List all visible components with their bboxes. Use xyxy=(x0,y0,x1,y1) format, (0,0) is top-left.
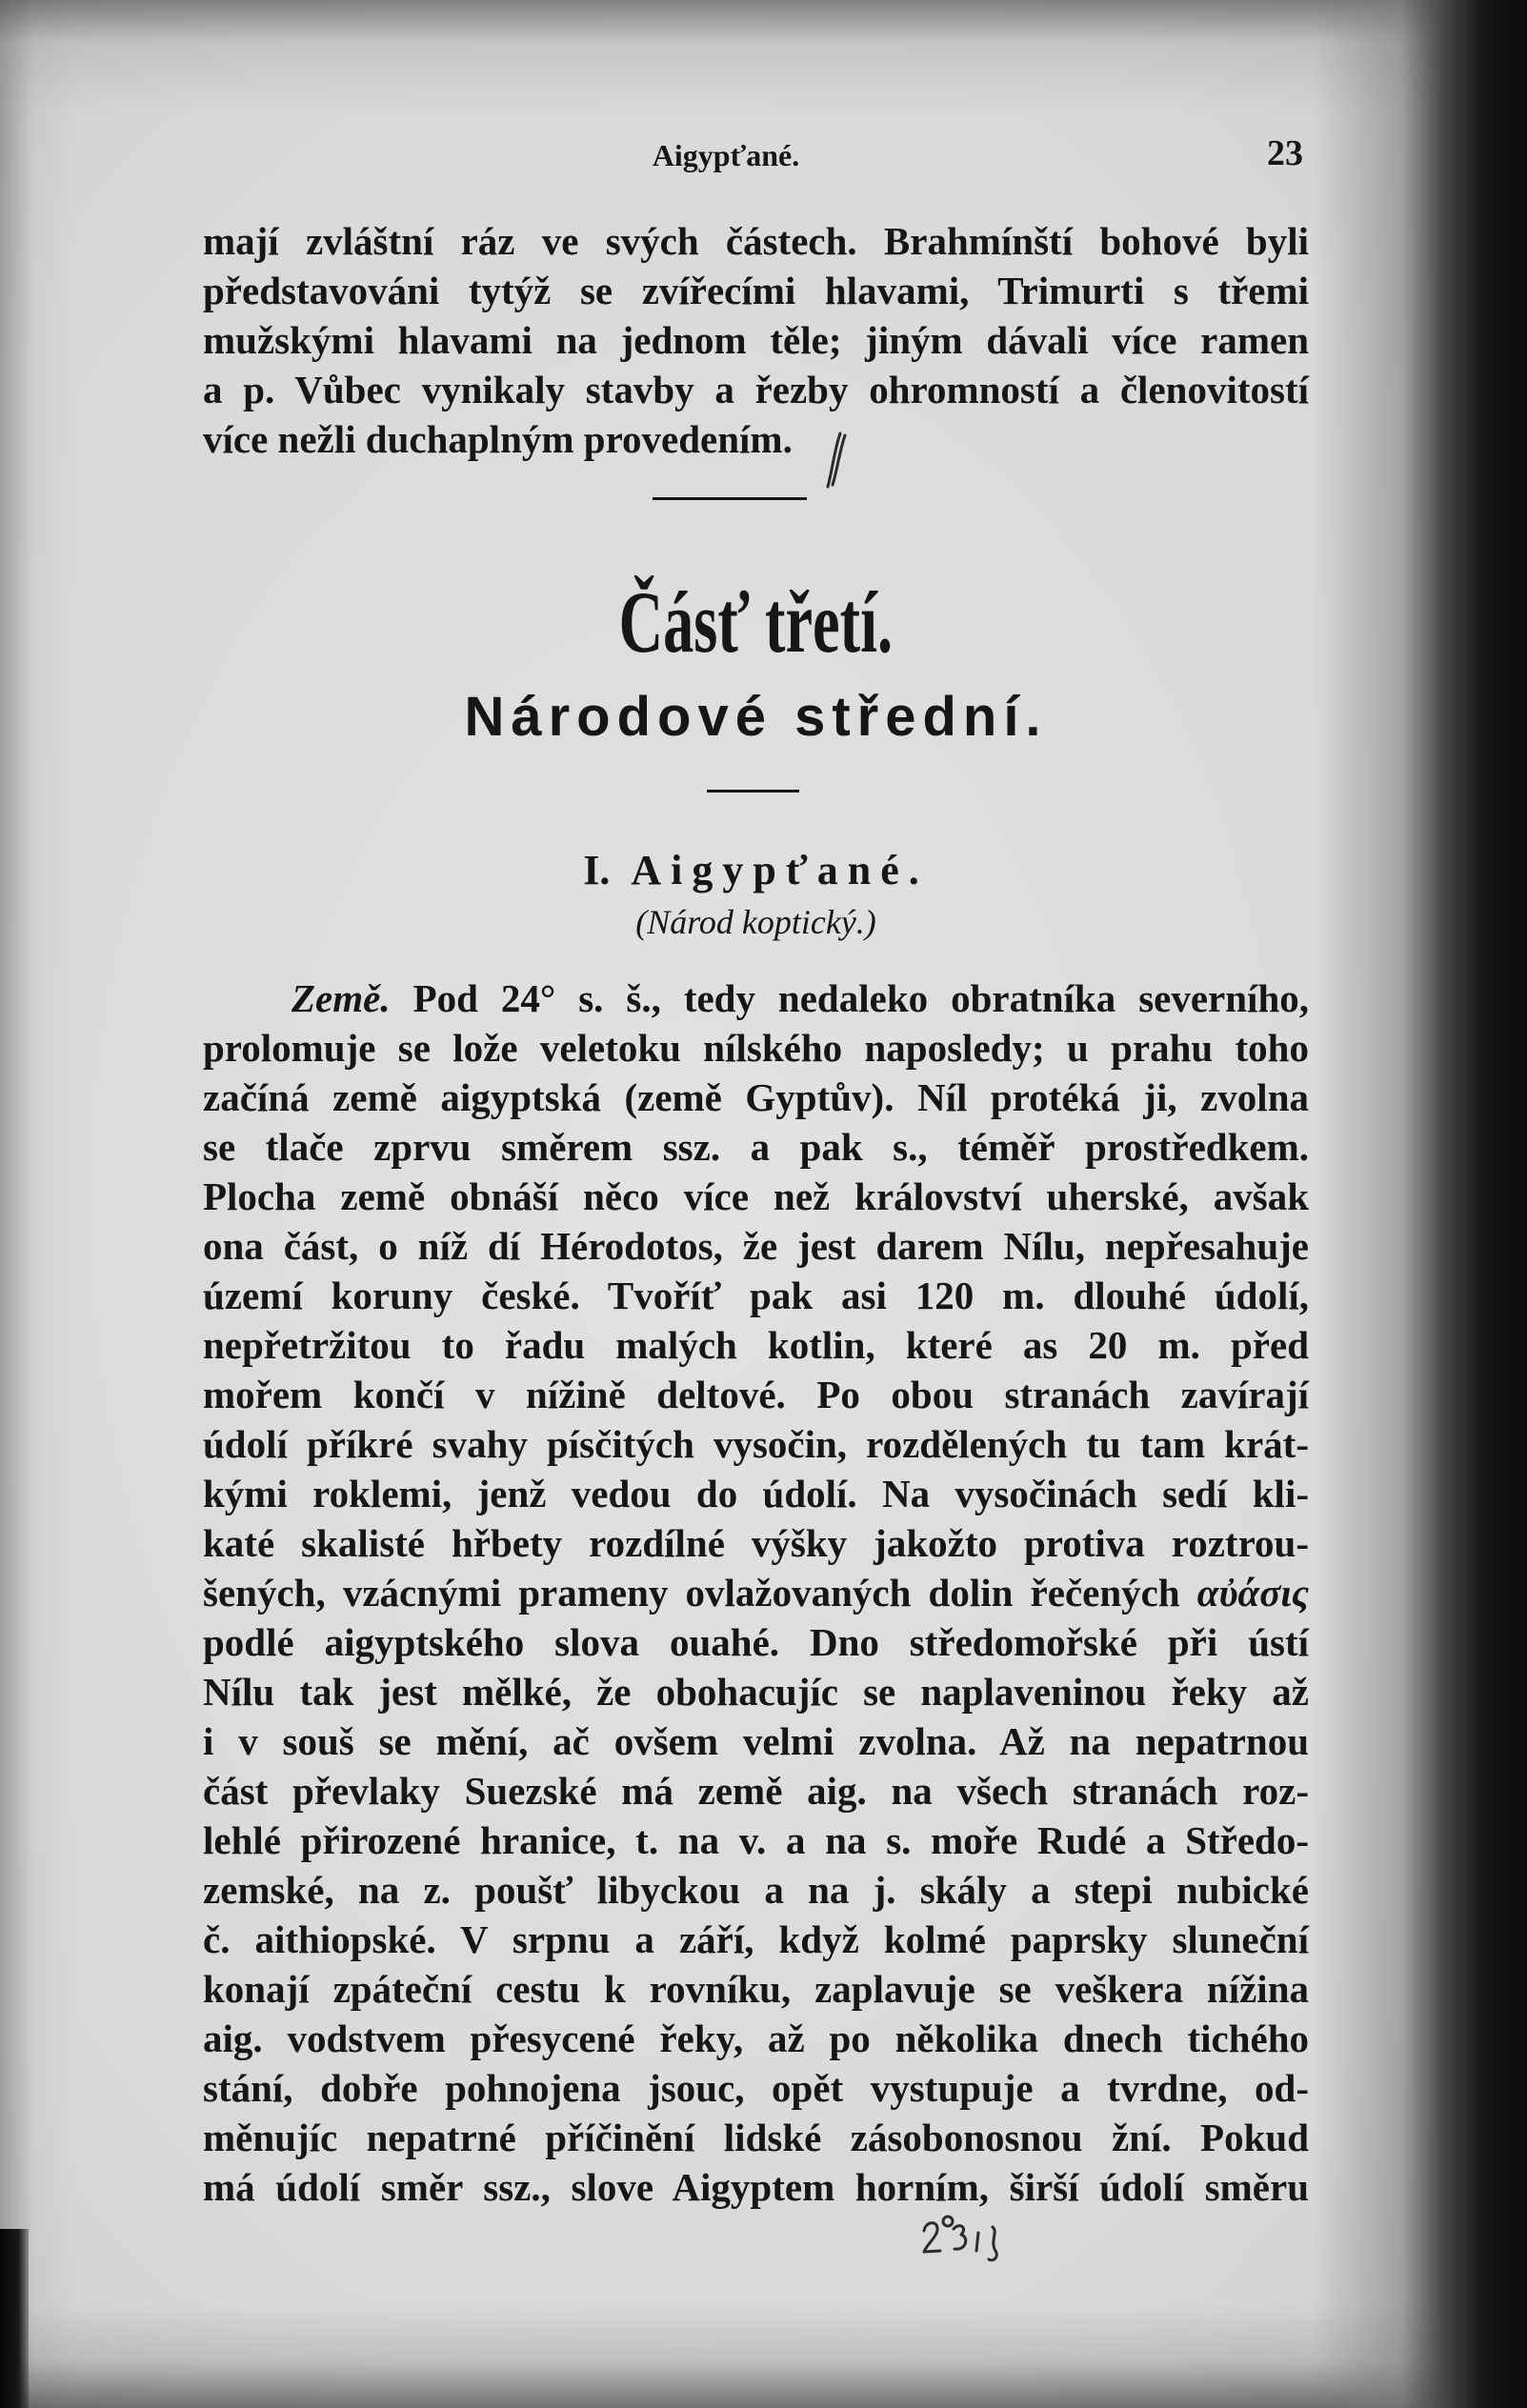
chapter-subtitle: (Národ koptický.) xyxy=(635,903,876,941)
greek-term: αὐάσις xyxy=(1196,1571,1309,1615)
body-line: začíná země aigyptská (země Gyptův). Níl protéká ji, zvolna xyxy=(203,1075,1309,1119)
body-line: prolomuje se lože veletoku nílského naposledy; u prahu toho xyxy=(203,1026,1309,1070)
body-line: aig. vodstvem přesycené řeky, až po několika dnech tichého xyxy=(203,2017,1309,2060)
body-line: mořem končí v nížině deltové. Po obou stranách zavírají xyxy=(203,1373,1309,1416)
body-line xyxy=(203,973,1309,1023)
body-paragraph xyxy=(203,973,1309,2212)
part-title xyxy=(203,572,1309,672)
intro-line: představováni tytýž se zvířecími hlavami, Trimurti s třemi xyxy=(203,269,1309,312)
running-title: Aigypťané. xyxy=(652,138,800,172)
body-line: zemské, na z. poušť libyckou a na j. skály a stepi nubické xyxy=(203,1868,1309,1912)
section-rule xyxy=(707,790,799,793)
intro-line: mají zvláštní ráz ve svých částech. Brahmínští bohové byli xyxy=(203,219,1309,263)
body-line: má údolí směr ssz., slove Aigyptem horním, širší údolí směru xyxy=(203,2165,1309,2209)
intro-line: mužskými hlavami na jednom těle; jiným dávali více ramen xyxy=(203,318,1309,362)
handwritten-stroke xyxy=(989,2227,996,2260)
chapter-number: I. xyxy=(583,847,611,893)
body-line xyxy=(203,1568,1309,1617)
body-line: nepřetržitou to řadu malých kotlin, které as 20 m. před xyxy=(203,1323,1309,1367)
body-line: podlé aigyptského slova ouahé. Dno středomořské při ústí xyxy=(203,1620,1309,1664)
body-line: kými roklemi, jenž vedou do údolí. Na vysočinách sedí kli- xyxy=(203,1472,1309,1515)
body-line: údolí příkré svahy písčitých vysočin, rozdělených tu tam krát- xyxy=(203,1422,1309,1466)
body-line: lehlé přirozené hranice, t. na v. a na s. moře Rudé a Středo- xyxy=(203,1818,1309,1862)
body-line: i v souš se mění, ač ovšem velmi zvolna. Až na nepatrnou xyxy=(203,1719,1309,1763)
part-subtitle: Národové střední. xyxy=(464,686,1048,748)
body-line: se tlače zprvu směrem ssz. a pak s., téměř prostředkem. xyxy=(203,1125,1309,1169)
body-line: ona část, o níž dí Hérodotos, že jest darem Nílu, nepřesahuje xyxy=(203,1224,1309,1268)
body-line: měnujíc nepatrné příčinění lidské zásobonosnou žní. Pokud xyxy=(203,2116,1309,2159)
section-rule xyxy=(653,497,807,500)
body-line-text: Pod 24° s. š., tedy nedaleko obratníka severního, xyxy=(412,976,1309,1020)
chapter-title: Aigypťané. xyxy=(631,847,929,893)
handwritten-annotation xyxy=(920,2208,1035,2267)
body-line: Nílu tak jest mělké, že obohacujíc se naplaveninou řeky až xyxy=(203,1670,1309,1714)
body-line: katé skalisté hřbety rozdílné výšky jakožto protiva roztrou- xyxy=(203,1521,1309,1565)
page-number: 23 xyxy=(1267,133,1303,173)
body-line: č. aithiopské. V srpnu a září, když kolmé paprsky sluneční xyxy=(203,1917,1309,1961)
body-line: konají zpáteční cestu k rovníku, zaplavuje se veškera nížina xyxy=(203,1967,1309,2011)
section-lead: Země. xyxy=(291,976,391,1020)
intro-paragraph xyxy=(203,216,1309,464)
handwritten-stroke xyxy=(976,2233,978,2251)
body-line-text: šených, vzácnými prameny ovlažovaných dolin řečených xyxy=(203,1571,1180,1615)
intro-line: a p. Vůbec vynikaly stavby a řezby ohromností a členovitostí xyxy=(203,368,1309,411)
body-line: území koruny české. Tvoříť pak asi 120 m. dlouhé údolí, xyxy=(203,1274,1309,1317)
chapter-heading xyxy=(203,845,1309,896)
body-line: stání, dobře pohnojena jsouc, opět vystupuje a tvrdne, od- xyxy=(203,2066,1309,2110)
handwritten-stroke xyxy=(943,2217,953,2226)
body-line: Plocha země obnáší něco více než království uherské, avšak xyxy=(203,1174,1309,1218)
handwritten-stroke xyxy=(924,2223,940,2252)
body-line: část převlaky Suezské má země aig. na všech stranách roz- xyxy=(203,1769,1309,1813)
handwritten-stroke xyxy=(954,2226,966,2250)
part-title-text: Čásť třetí. xyxy=(618,573,894,671)
intro-line: více nežli duchaplným provedením. xyxy=(203,417,793,461)
scan-edge-shadow xyxy=(0,2229,29,2408)
handwritten-annotation xyxy=(825,431,850,490)
